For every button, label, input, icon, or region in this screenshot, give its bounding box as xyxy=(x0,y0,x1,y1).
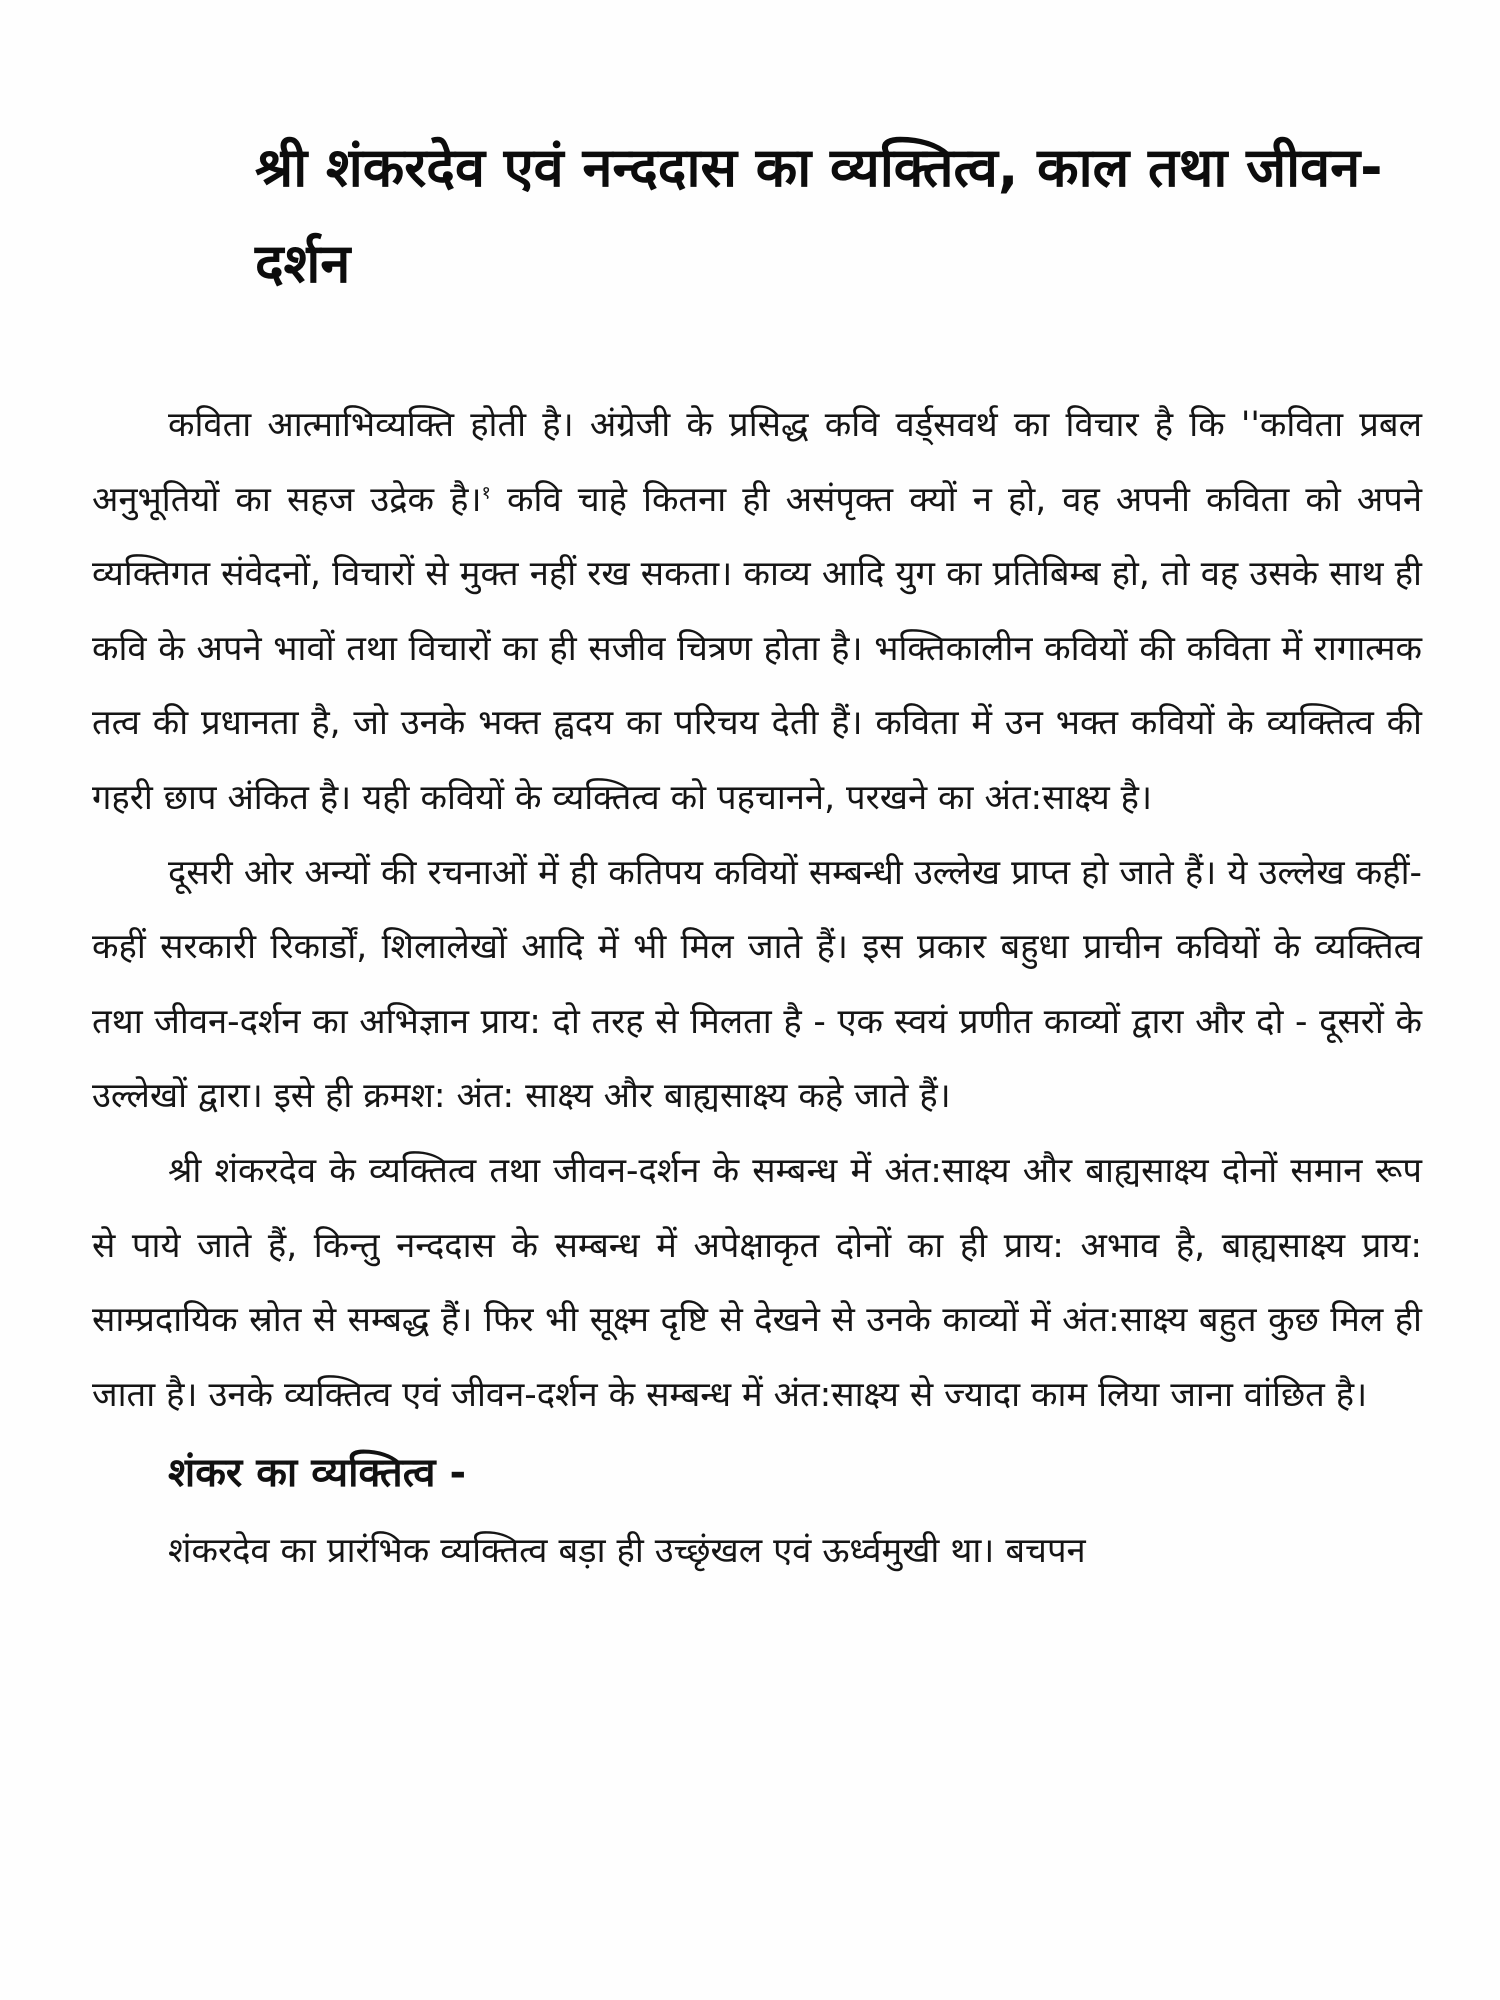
paragraph-1-text-a: कविता आत्माभिव्यक्ति होती है। अंग्रेजी के प्रसिद्ध कवि वर्ड्सवर्थ का विचार है कि ''कविता प्रबल अनुभूतियों का सहज उद्रेक है। xyxy=(92,405,1422,520)
section-heading: शंकर का व्यक्तित्व - xyxy=(168,1450,467,1497)
body-text xyxy=(92,388,1422,1589)
paragraph-1-text-b: कवि चाहे कितना ही असंपृक्त क्यों न हो, वह अपनी कविता को अपने व्यक्तिगत संवेदनों, विचारों से मुक्त नहीं रख सकता। काव्य आदि युग का प्रतिबिम्ब हो, तो वह उसके साथ ही कवि के अपने भावों तथा विचारों का ही सजीव चित्रण होता है। भक्तिकालीन कवियों की कविता में रागात्मक तत्व की प्रधानता है, जो उनके भक्त ह्वदय का परिचय देती हैं। कविता में उन भक्त कवियों के व्यक्तित्व की गहरी छाप अंकित है। यही कवियों के व्यक्तित्व को पहचानने, परखने का अंत:साक्ष्य है। xyxy=(92,479,1422,818)
paragraph-1 xyxy=(92,388,1422,836)
chapter-title: श्री शंकरदेव एवं नन्ददास का व्यक्तित्व, काल तथा जीवन-दर्शन xyxy=(255,136,1383,295)
footnote-marker[interactable]: १ xyxy=(481,482,491,504)
paragraph-4: शंकरदेव का प्रारंभिक व्यक्तित्व बड़ा ही उच्छृंखल एवं ऊर्ध्वमुखी था। बचपन xyxy=(168,1531,1086,1572)
paragraph-2: दूसरी ओर अन्यों की रचनाओं में ही कतिपय कवियों सम्बन्धी उल्लेख प्राप्त हो जाते हैं। ये उल्लेख कहीं-कहीं सरकारी रिकार्डों, शिलालेखों आदि में भी मिल जाते हैं। इस प्रकार बहुधा प्राचीन कवियों के व्यक्तित्व तथा जीवन-दर्शन का अभिज्ञान प्राय: दो तरह से मिलता है - एक स्वयं प्रणीत काव्यों द्वारा और दो - दूसरों के उल्लेखों द्वारा। इसे ही क्रमश: अंत: साक्ष्य और बाह्यसाक्ष्य कहे जाते हैं। xyxy=(92,852,1422,1117)
paragraph-3: श्री शंकरदेव के व्यक्तित्व तथा जीवन-दर्शन के सम्बन्ध में अंत:साक्ष्य और बाह्यसाक्ष्य दोनों समान रूप से पाये जाते हैं, किन्तु नन्ददास के सम्बन्ध में अपेक्षाकृत दोनों का ही प्राय: अभाव है, बाह्यसाक्ष्य प्राय: साम्प्रदायिक स्रोत से सम्बद्ध हैं। फिर भी सूक्ष्म दृष्टि से देखने से उनके काव्यों में अंत:साक्ष्य बहुत कुछ मिल ही जाता है। उनके व्यक्तित्व एवं जीवन-दर्शन के सम्बन्ध में अंत:साक्ष्य से ज्यादा काम लिया जाना वांछित है। xyxy=(92,1150,1422,1415)
